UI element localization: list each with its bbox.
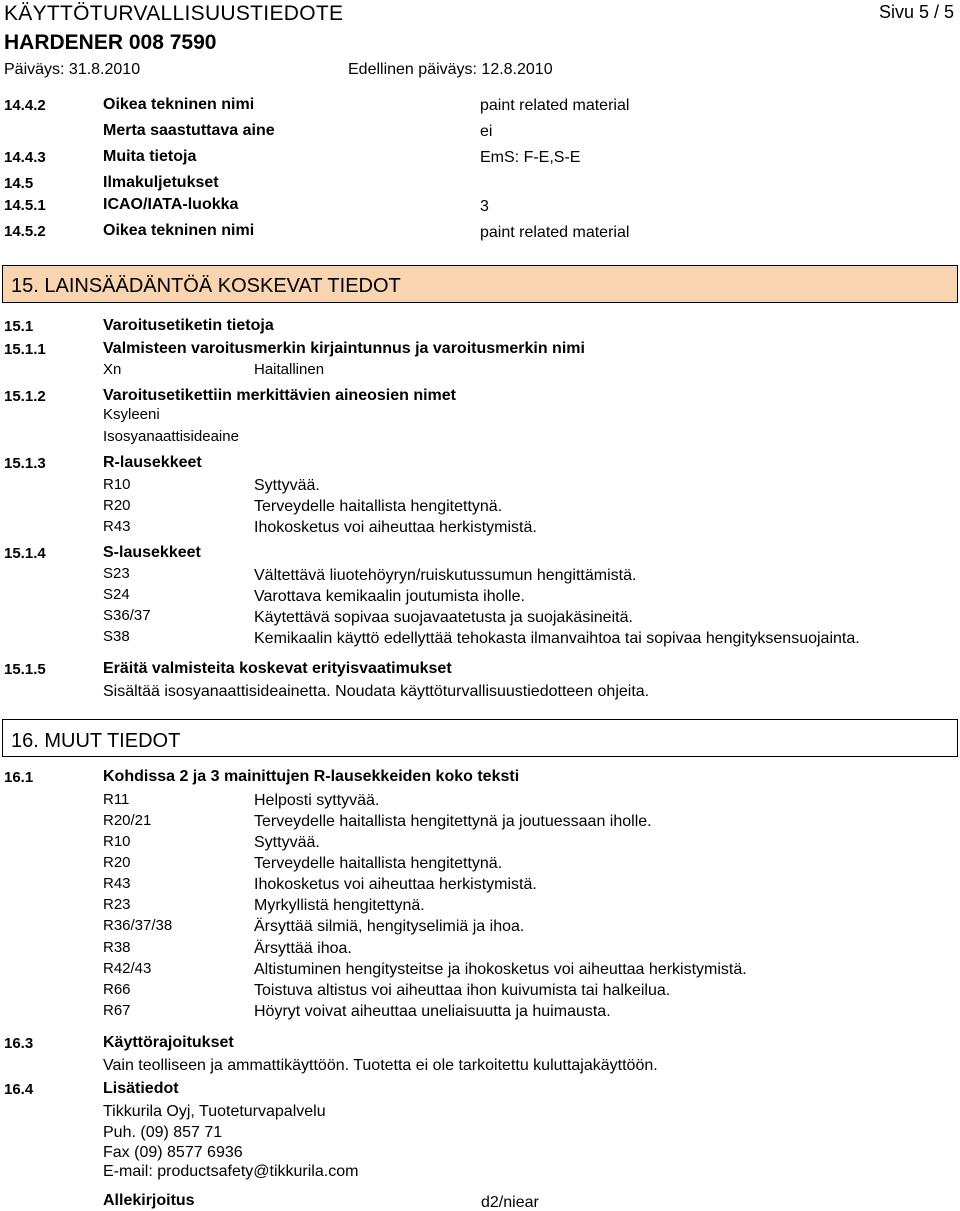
- contact-line: E-mail: productsafety@tikkurila.com: [103, 1163, 359, 1180]
- transport-value: paint related material: [480, 224, 630, 241]
- subsection-title: Käyttörajoitukset: [103, 1034, 234, 1051]
- contact-line: Tikkurila Oyj, Tuoteturvapalvelu: [103, 1103, 326, 1120]
- subsection-num: 15.1: [4, 318, 34, 335]
- r-phrase-text: Altistuminen hengitysteitse ja ihokosketus voi aiheuttaa herkistymistä.: [254, 961, 747, 978]
- transport-num: 14.4.2: [4, 97, 46, 114]
- s-phrase-code: S23: [103, 565, 130, 582]
- page-number: 5 / 5: [919, 2, 955, 22]
- subsection-title: Varoitusetikettiin merkittävien aineosien nimet: [103, 387, 456, 404]
- r-phrase-code: R43: [103, 875, 131, 892]
- section-16-title: 16. MUUT TIEDOT: [11, 730, 181, 752]
- section-16-header: [2, 719, 958, 757]
- section-15-header: [2, 265, 958, 303]
- s-phrase-code: S38: [103, 628, 130, 645]
- hazard-symbol-name: Haitallinen: [254, 361, 325, 378]
- subsection-num: 16.1: [4, 769, 34, 786]
- r-phrase-code: R67: [103, 1002, 131, 1019]
- r-phrase-code: R36/37/38: [103, 917, 173, 934]
- r-phrase-code: R38: [103, 939, 131, 956]
- r-phrase-text: Myrkyllistä hengitettynä.: [254, 897, 425, 914]
- subsection-num: 16.4: [4, 1081, 34, 1098]
- date: Päiväys: 31.8.2010: [4, 61, 141, 78]
- signature-value: d2/niear: [481, 1194, 539, 1211]
- subsection-title: Kohdissa 2 ja 3 mainittujen R-lausekkeiden koko teksti: [103, 768, 520, 785]
- page-label: Sivu: [879, 2, 915, 22]
- product-name: HARDENER 008 7590: [4, 31, 217, 54]
- ingredient: Ksyleeni: [103, 406, 160, 423]
- r-phrase-code: R20: [103, 854, 131, 871]
- s-phrase-text: Käytettävä sopivaa suojavaatetusta ja suojakäsineitä.: [254, 609, 633, 626]
- subsection-title: S-lausekkeet: [103, 544, 201, 561]
- r-phrase-code: R20: [103, 497, 131, 514]
- transport-num: 14.5: [4, 175, 34, 192]
- r-phrase-text: Ihokosketus voi aiheuttaa herkistymistä.: [254, 876, 537, 893]
- subsection-num: 15.1.5: [4, 661, 46, 678]
- r-phrase-code: R11: [103, 791, 130, 808]
- transport-value: ei: [480, 123, 493, 140]
- s-phrase-code: S36/37: [103, 607, 151, 624]
- transport-label: Muita tietoja: [103, 148, 197, 165]
- r-phrase-code: R66: [103, 981, 131, 998]
- previous-date: Edellinen päiväys: 12.8.2010: [348, 61, 553, 78]
- subsection-num: 15.1.2: [4, 388, 46, 405]
- r-phrase-text: Ihokosketus voi aiheuttaa herkistymistä.: [254, 519, 537, 536]
- transport-value: EmS: F-E,S-E: [480, 149, 581, 166]
- subsection-text: Sisältää isosyanaattisideainetta. Noudata käyttöturvallisuustiedotteen ohjeita.: [103, 683, 650, 700]
- r-phrase-text: Helposti syttyvää.: [254, 792, 380, 809]
- section-15-title: 15. LAINSÄÄDÄNTÖÄ KOSKEVAT TIEDOT: [11, 275, 401, 297]
- subsection-num: 15.1.3: [4, 455, 46, 472]
- transport-label: Merta saastuttava aine: [103, 122, 275, 139]
- contact-line: Fax (09) 8577 6936: [103, 1144, 243, 1161]
- s-phrase-text: Kemikaalin käyttö edellyttää tehokasta ilmanvaihtoa tai sopivaa hengityksensuojainta.: [254, 630, 860, 647]
- r-phrase-text: Syttyvää.: [254, 834, 320, 851]
- r-phrase-text: Terveydelle haitallista hengitettynä ja joutuessaan iholle.: [254, 813, 652, 830]
- subsection-text: Vain teolliseen ja ammattikäyttöön. Tuotetta ei ole tarkoitettu kuluttajakäyttöön.: [103, 1057, 658, 1074]
- r-phrase-text: Ärsyttää silmiä, hengityselimiä ja ihoa.: [254, 918, 525, 935]
- ingredient: Isosyanaattisideaine: [103, 428, 239, 445]
- r-phrase-text: Syttyvää.: [254, 477, 320, 494]
- signature-label: Allekirjoitus: [103, 1192, 195, 1209]
- transport-num: 14.5.2: [4, 223, 46, 240]
- subsection-title: R-lausekkeet: [103, 454, 202, 471]
- r-phrase-code: R23: [103, 896, 131, 913]
- contact-line: Puh. (09) 857 71: [103, 1124, 223, 1141]
- transport-value: paint related material: [480, 97, 630, 114]
- transport-label: Oikea tekninen nimi: [103, 96, 255, 113]
- subsection-title: Varoitusetiketin tietoja: [103, 317, 274, 334]
- r-phrase-text: Terveydelle haitallista hengitettynä.: [254, 855, 503, 872]
- hazard-symbol-code: Xn: [103, 361, 122, 378]
- r-phrase-text: Ärsyttää ihoa.: [254, 940, 352, 957]
- r-phrase-code: R43: [103, 518, 131, 535]
- s-phrase-code: S24: [103, 586, 130, 603]
- transport-num: 14.5.1: [4, 197, 46, 214]
- transport-label: Ilmakuljetukset: [103, 174, 219, 191]
- r-phrase-code: R42/43: [103, 960, 152, 977]
- transport-label: Oikea tekninen nimi: [103, 222, 255, 239]
- s-phrase-text: Vältettävä liuotehöyryn/ruiskutussumun hengittämistä.: [254, 567, 637, 584]
- s-phrase-text: Varottava kemikaalin joutumista iholle.: [254, 588, 525, 605]
- subsection-num: 15.1.1: [4, 341, 46, 358]
- r-phrase-code: R10: [103, 833, 131, 850]
- subsection-num: 15.1.4: [4, 545, 46, 562]
- transport-num: 14.4.3: [4, 149, 46, 166]
- transport-label: ICAO/IATA-luokka: [103, 196, 239, 213]
- r-phrase-code: R10: [103, 476, 131, 493]
- r-phrase-text: Toistuva altistus voi aiheuttaa ihon kuivumista tai halkeilua.: [254, 982, 671, 999]
- subsection-title: Valmisteen varoitusmerkin kirjaintunnus ja varoitusmerkin nimi: [103, 340, 585, 357]
- subsection-title: Eräitä valmisteita koskevat erityisvaatimukset: [103, 660, 452, 677]
- transport-value: 3: [480, 198, 489, 215]
- subsection-title: Lisätiedot: [103, 1080, 179, 1097]
- r-phrase-text: Terveydelle haitallista hengitettynä.: [254, 498, 503, 515]
- r-phrase-code: R20/21: [103, 812, 152, 829]
- subsection-num: 16.3: [4, 1035, 34, 1052]
- document-title: KÄYTTÖTURVALLISUUSTIEDOTE: [4, 2, 344, 25]
- r-phrase-text: Höyryt voivat aiheuttaa uneliaisuutta ja huimausta.: [254, 1003, 611, 1020]
